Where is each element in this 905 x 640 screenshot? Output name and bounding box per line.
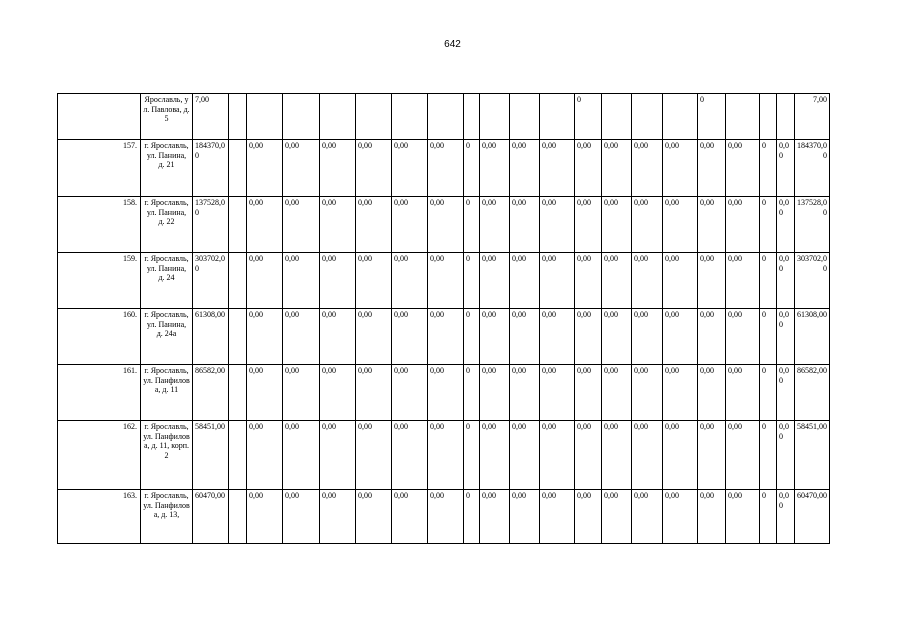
value-cell: 0,00 [777, 365, 795, 421]
value-cell: 0,00 [356, 140, 392, 197]
value-cell: 0,00 [320, 197, 356, 253]
value-cell: 0 [575, 94, 602, 140]
value-cell: 0,00 [777, 490, 795, 544]
value-cell: 0 [760, 253, 777, 309]
value-cell [229, 253, 247, 309]
value-cell: 0,00 [480, 490, 510, 544]
table-row [58, 140, 830, 197]
value-cell: 137528,00 [193, 197, 229, 253]
value-cell: 184370,00 [193, 140, 229, 197]
value-cell: 0,00 [698, 490, 726, 544]
value-cell: 0,00 [356, 309, 392, 365]
value-cell: 0,00 [283, 253, 320, 309]
address-cell: г. Ярославль, ул. Панфилова, д. 11 [141, 365, 193, 421]
value-cell: 0 [760, 197, 777, 253]
value-cell: 0 [464, 490, 480, 544]
data-table [57, 93, 830, 544]
value-cell: 303702,00 [795, 253, 830, 309]
value-cell: 0,00 [726, 140, 760, 197]
value-cell: 0,00 [283, 309, 320, 365]
value-cell: 0,00 [726, 490, 760, 544]
address-cell: г. Ярославль, ул. Панфилова, д. 11, корп. 2 [141, 421, 193, 490]
value-cell: 0,00 [392, 197, 428, 253]
row-number-cell: 161. [58, 365, 141, 421]
row-number-cell: 163. [58, 490, 141, 544]
value-cell: 0,00 [698, 365, 726, 421]
value-cell: 0,00 [247, 490, 283, 544]
value-cell: 0,00 [480, 421, 510, 490]
value-cell: 0,00 [663, 421, 698, 490]
value-cell [229, 309, 247, 365]
value-cell: 0,00 [726, 365, 760, 421]
value-cell: 0,00 [602, 365, 632, 421]
value-cell: 0,00 [663, 365, 698, 421]
value-cell: 0,00 [663, 197, 698, 253]
value-cell: 0,00 [540, 365, 575, 421]
value-cell: 0,00 [283, 197, 320, 253]
table-row [58, 421, 830, 490]
value-cell [480, 94, 510, 140]
value-cell: 0,00 [480, 140, 510, 197]
value-cell [510, 94, 540, 140]
value-cell: 0,00 [480, 253, 510, 309]
value-cell [229, 140, 247, 197]
table-row [58, 253, 830, 309]
value-cell: 0,00 [726, 309, 760, 365]
value-cell: 0,00 [777, 253, 795, 309]
value-cell: 0,00 [575, 421, 602, 490]
table-row [58, 365, 830, 421]
value-cell: 0,00 [428, 365, 464, 421]
value-cell: 0,00 [602, 309, 632, 365]
value-cell: 60470,00 [795, 490, 830, 544]
value-cell: 0,00 [356, 490, 392, 544]
value-cell: 0,00 [726, 253, 760, 309]
value-cell: 0,00 [540, 490, 575, 544]
value-cell: 0,00 [320, 490, 356, 544]
value-cell: 0,00 [480, 365, 510, 421]
value-cell: 0,00 [356, 197, 392, 253]
value-cell: 0,00 [540, 140, 575, 197]
value-cell [777, 94, 795, 140]
value-cell: 0 [464, 253, 480, 309]
value-cell: 0,00 [575, 490, 602, 544]
value-cell: 0,00 [480, 309, 510, 365]
value-cell: 0,00 [698, 309, 726, 365]
value-cell: 0,00 [320, 309, 356, 365]
value-cell: 0,00 [247, 309, 283, 365]
address-cell: г. Ярославль, ул. Панина, д. 21 [141, 140, 193, 197]
value-cell [428, 94, 464, 140]
value-cell: 0,00 [247, 421, 283, 490]
value-cell: 0,00 [428, 253, 464, 309]
row-number-cell [58, 94, 141, 140]
value-cell: 0,00 [632, 365, 663, 421]
value-cell: 0,00 [663, 253, 698, 309]
value-cell: 0,00 [320, 140, 356, 197]
value-cell: 0,00 [726, 421, 760, 490]
value-cell: 0,00 [428, 197, 464, 253]
value-cell: 0,00 [575, 140, 602, 197]
value-cell: 184370,00 [795, 140, 830, 197]
value-cell: 0 [760, 140, 777, 197]
value-cell: 0,00 [540, 197, 575, 253]
value-cell: 61308,00 [795, 309, 830, 365]
value-cell: 0,00 [632, 197, 663, 253]
value-cell: 86582,00 [795, 365, 830, 421]
value-cell: 86582,00 [193, 365, 229, 421]
value-cell: 60470,00 [193, 490, 229, 544]
value-cell: 0 [760, 365, 777, 421]
value-cell: 0,00 [510, 421, 540, 490]
value-cell: 0,00 [540, 421, 575, 490]
address-cell: г. Ярославль, ул. Панфилова, д. 13, [141, 490, 193, 544]
value-cell [663, 94, 698, 140]
value-cell: 0,00 [510, 140, 540, 197]
value-cell: 0,00 [698, 253, 726, 309]
table-row [58, 309, 830, 365]
value-cell: 0,00 [698, 197, 726, 253]
value-cell: 0,00 [777, 140, 795, 197]
address-cell: г. Ярославль, ул. Панина, д. 22 [141, 197, 193, 253]
value-cell: 0,00 [777, 197, 795, 253]
value-cell: 0,00 [428, 309, 464, 365]
value-cell: 0,00 [510, 253, 540, 309]
value-cell [229, 365, 247, 421]
value-cell: 7,00 [795, 94, 830, 140]
value-cell: 0,00 [632, 253, 663, 309]
address-cell: г. Ярославль, ул. Панина, д. 24 [141, 253, 193, 309]
address-cell: г. Ярославль, ул. Панина, д. 24а [141, 309, 193, 365]
value-cell [229, 94, 247, 140]
value-cell: 0,00 [698, 140, 726, 197]
value-cell: 0 [760, 309, 777, 365]
table-row [58, 197, 830, 253]
value-cell: 0,00 [602, 140, 632, 197]
row-number-cell: 159. [58, 253, 141, 309]
value-cell [464, 94, 480, 140]
value-cell: 0,00 [428, 140, 464, 197]
value-cell: 0,00 [247, 197, 283, 253]
value-cell: 0,00 [602, 253, 632, 309]
value-cell: 0 [464, 365, 480, 421]
value-cell: 0,00 [392, 421, 428, 490]
value-cell [247, 94, 283, 140]
value-cell: 0,00 [602, 197, 632, 253]
value-cell: 0,00 [777, 421, 795, 490]
page-number: 642 [444, 39, 461, 50]
value-cell [229, 197, 247, 253]
value-cell [356, 94, 392, 140]
value-cell: 0,00 [632, 421, 663, 490]
value-cell: 0,00 [392, 490, 428, 544]
value-cell: 0,00 [356, 365, 392, 421]
value-cell: 0,00 [663, 140, 698, 197]
value-cell: 0 [464, 197, 480, 253]
value-cell: 137528,00 [795, 197, 830, 253]
value-cell: 0,00 [428, 490, 464, 544]
value-cell: 0,00 [510, 365, 540, 421]
value-cell: 58451,00 [795, 421, 830, 490]
value-cell: 0,00 [247, 253, 283, 309]
value-cell: 0,00 [663, 490, 698, 544]
value-cell: 0,00 [602, 490, 632, 544]
value-cell: 0,00 [510, 490, 540, 544]
value-cell: 0 [760, 490, 777, 544]
value-cell: 0,00 [575, 253, 602, 309]
value-cell [283, 94, 320, 140]
value-cell: 0,00 [392, 140, 428, 197]
address-cell: Ярославль, ул. Павлова, д. 5 [141, 94, 193, 140]
value-cell: 0,00 [247, 140, 283, 197]
row-number-cell: 160. [58, 309, 141, 365]
value-cell: 0,00 [726, 197, 760, 253]
value-cell: 0,00 [540, 253, 575, 309]
value-cell: 0,00 [698, 421, 726, 490]
value-cell: 7,00 [193, 94, 229, 140]
value-cell: 0,00 [320, 253, 356, 309]
value-cell: 0,00 [392, 253, 428, 309]
value-cell: 0,00 [283, 140, 320, 197]
value-cell: 0,00 [320, 365, 356, 421]
value-cell: 58451,00 [193, 421, 229, 490]
value-cell: 303702,00 [193, 253, 229, 309]
value-cell: 0,00 [575, 365, 602, 421]
table-row [58, 94, 830, 140]
value-cell: 0,00 [575, 309, 602, 365]
value-cell: 0,00 [575, 197, 602, 253]
value-cell [632, 94, 663, 140]
value-cell: 0,00 [632, 309, 663, 365]
value-cell: 0,00 [283, 421, 320, 490]
value-cell [760, 94, 777, 140]
value-cell: 0,00 [540, 309, 575, 365]
value-cell: 0,00 [392, 309, 428, 365]
value-cell: 0,00 [392, 365, 428, 421]
value-cell: 0,00 [777, 309, 795, 365]
value-cell: 0,00 [480, 197, 510, 253]
value-cell [726, 94, 760, 140]
value-cell: 0 [698, 94, 726, 140]
value-cell: 0,00 [663, 309, 698, 365]
value-cell: 0,00 [632, 140, 663, 197]
value-cell: 0,00 [283, 490, 320, 544]
value-cell: 0,00 [320, 421, 356, 490]
value-cell: 0,00 [356, 253, 392, 309]
value-cell: 0,00 [510, 309, 540, 365]
value-cell: 0 [464, 421, 480, 490]
value-cell: 61308,00 [193, 309, 229, 365]
value-cell: 0,00 [428, 421, 464, 490]
value-cell: 0 [464, 140, 480, 197]
row-number-cell: 158. [58, 197, 141, 253]
value-cell: 0 [464, 309, 480, 365]
value-cell: 0,00 [283, 365, 320, 421]
row-number-cell: 162. [58, 421, 141, 490]
row-number-cell: 157. [58, 140, 141, 197]
table-row [58, 490, 830, 544]
value-cell: 0,00 [632, 490, 663, 544]
value-cell: 0 [760, 421, 777, 490]
value-cell: 0,00 [356, 421, 392, 490]
value-cell [392, 94, 428, 140]
value-cell [320, 94, 356, 140]
value-cell: 0,00 [510, 197, 540, 253]
value-cell [602, 94, 632, 140]
value-cell [229, 421, 247, 490]
value-cell [540, 94, 575, 140]
value-cell: 0,00 [247, 365, 283, 421]
value-cell: 0,00 [602, 421, 632, 490]
value-cell [229, 490, 247, 544]
